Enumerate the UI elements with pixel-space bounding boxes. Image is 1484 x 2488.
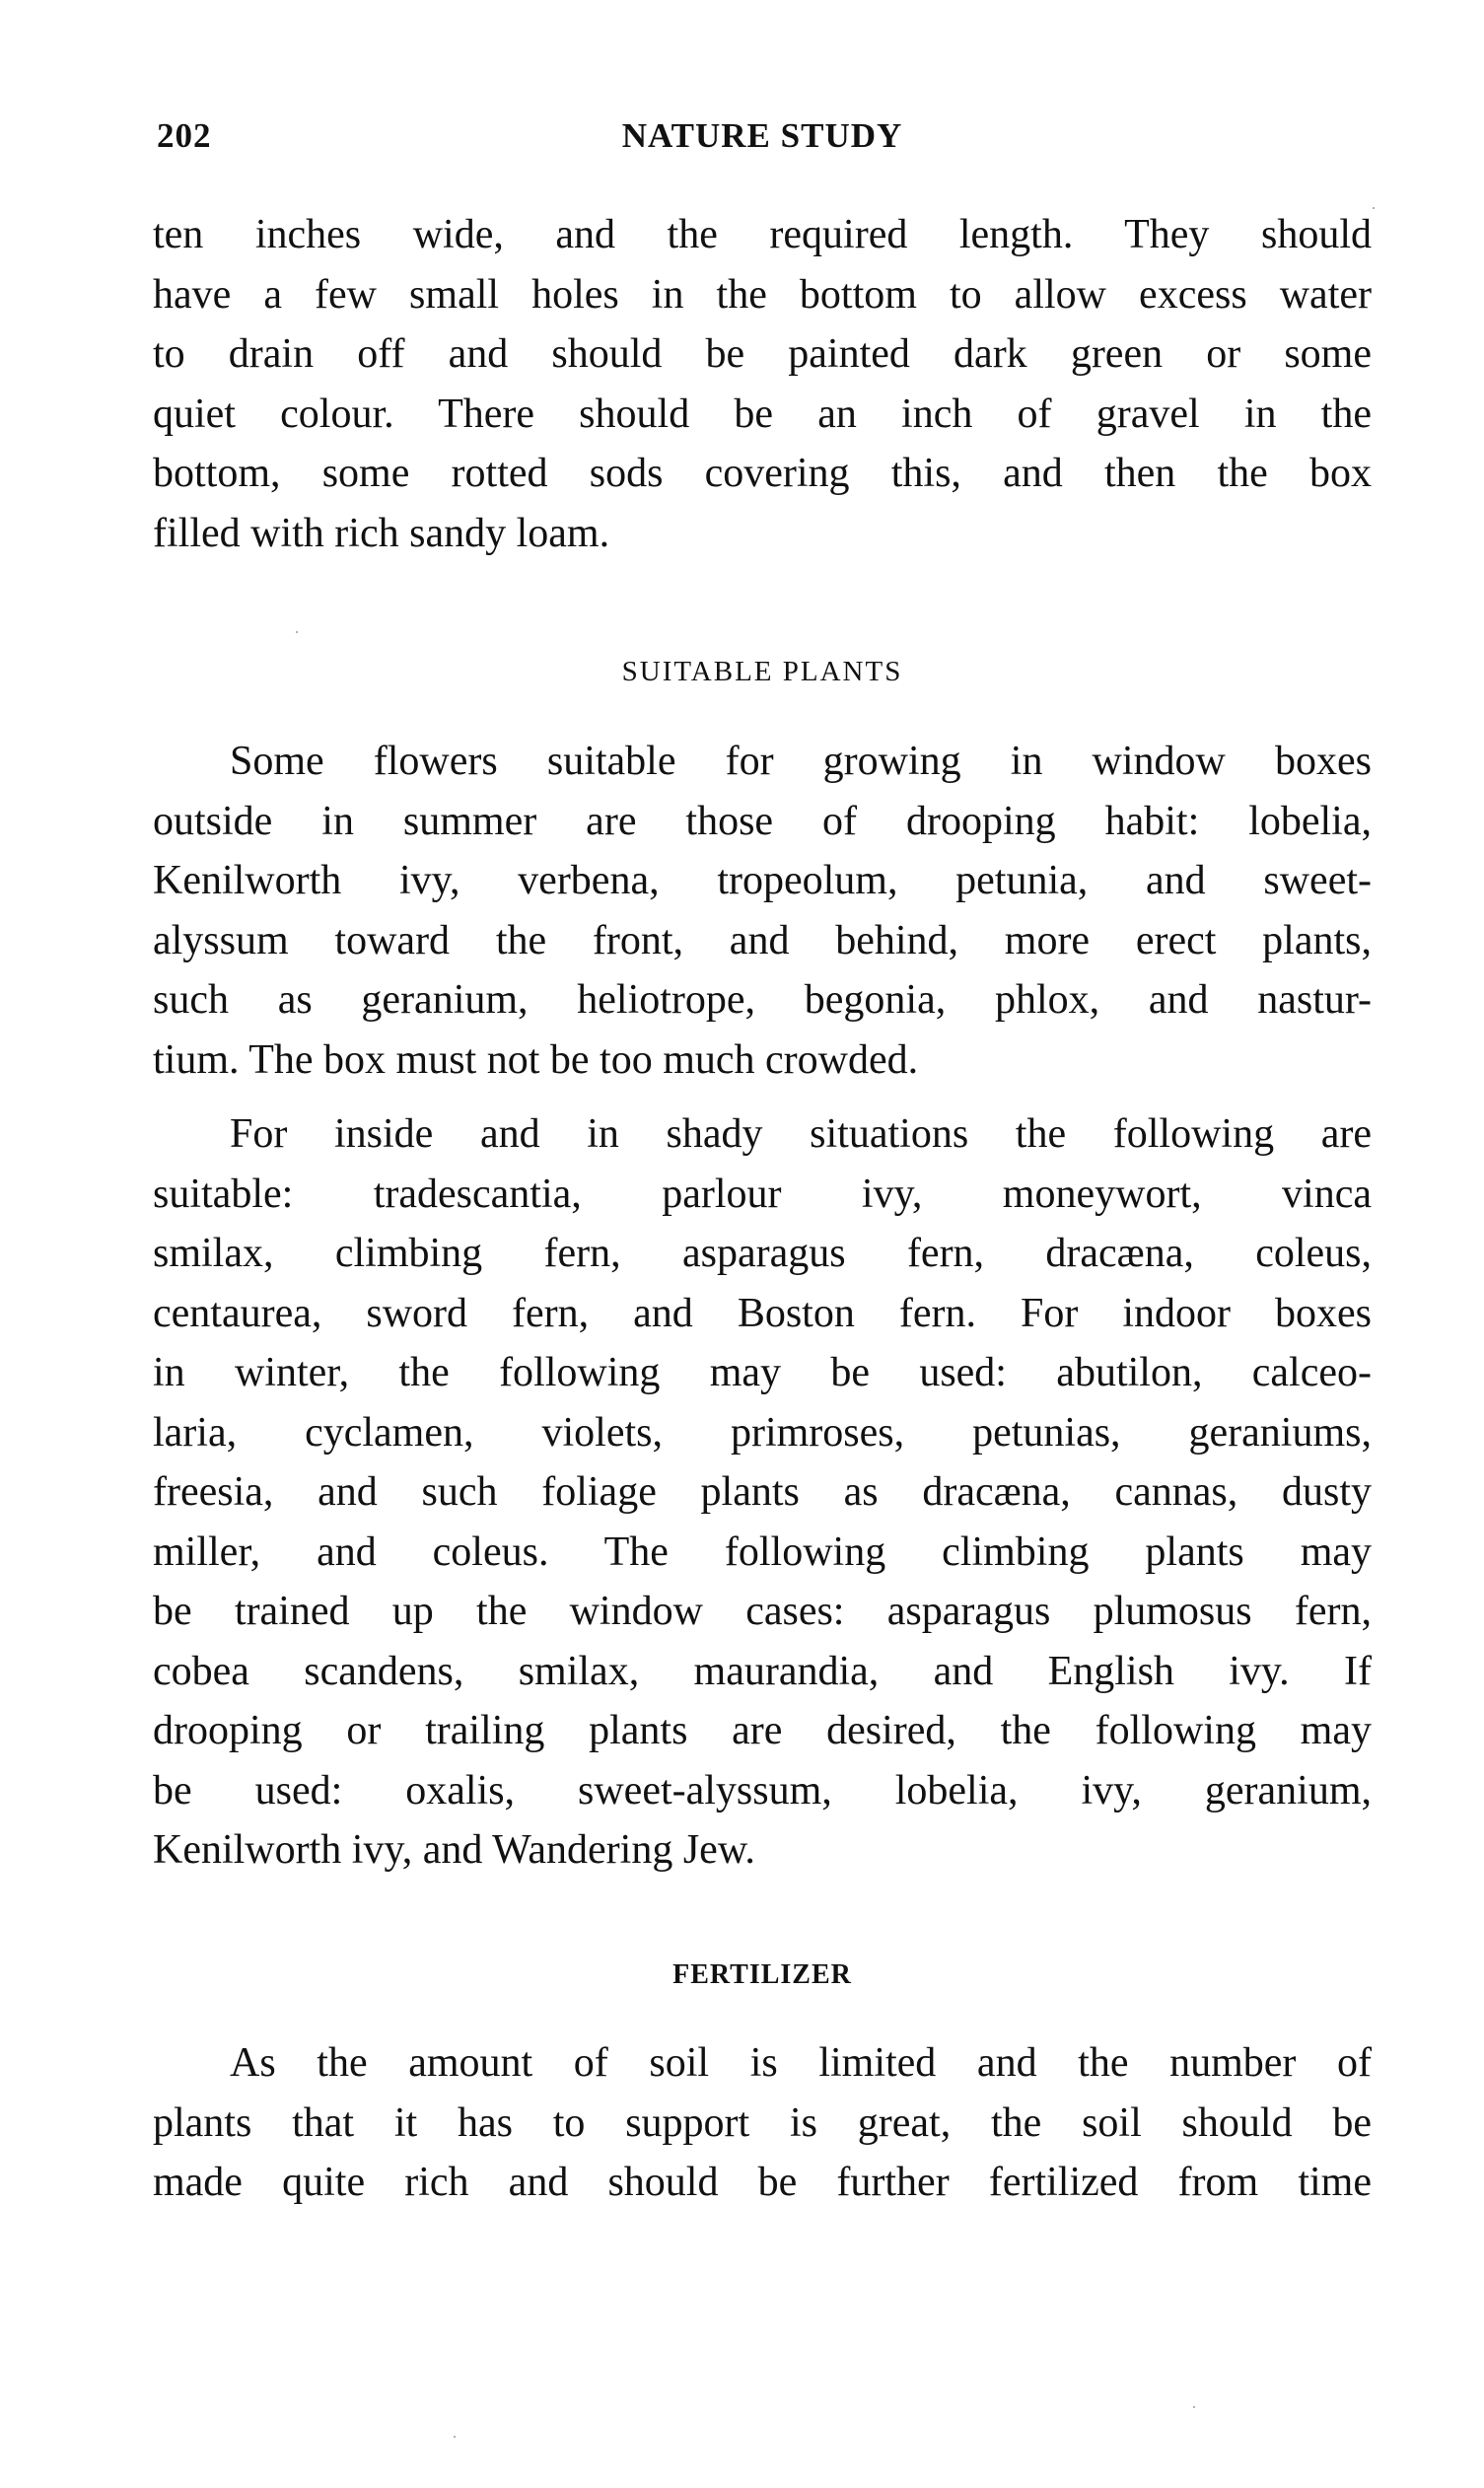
text-line: alyssum toward the front, and behind, more erect plants,: [153, 917, 1372, 963]
text-line: such as geranium, heliotrope, begonia, phlox, and nastur-: [153, 977, 1372, 1023]
scan-speck: [454, 2436, 456, 2438]
scan-speck: [1373, 207, 1375, 209]
text-line: to drain off and should be painted dark green or some: [153, 331, 1372, 377]
running-title: NATURE STUDY: [621, 116, 903, 155]
text-line: have a few small holes in the bottom to allow excess water: [153, 271, 1372, 318]
text-line: laria, cyclamen, violets, primroses, petunias, geraniums,: [153, 1409, 1372, 1456]
text-line: ten inches wide, and the required length. They should: [153, 212, 1372, 257]
scan-speck: [296, 631, 298, 633]
text-line: be trained up the window cases: asparagus plumosus fern,: [153, 1589, 1372, 1634]
paragraph-indoor-plants: [153, 1104, 1372, 1881]
paragraph-continuation: [153, 205, 1372, 563]
text-line: Some flowers suitable for growing in window boxes: [230, 739, 1372, 784]
text-line: Kenilworth ivy, verbena, tropeolum, petunia, and sweet-: [153, 858, 1372, 903]
text-line: plants that it has to support is great, the soil should be: [153, 2099, 1372, 2146]
text-line: be used: oxalis, sweet-alyssum, lobelia, ivy, geranium,: [153, 1767, 1372, 1813]
section-heading-fertilizer: FERTILIZER: [672, 1959, 852, 1990]
running-head: [153, 116, 1372, 166]
page-number: 202: [157, 116, 212, 155]
text-line: made quite rich and should be further fertilized from time: [153, 2160, 1372, 2205]
text-line: freesia, and such foliage plants as dracæna, cannas, dusty: [153, 1469, 1372, 1515]
text-line: For inside and in shady situations the following are: [230, 1111, 1372, 1157]
paragraph-fertilizer: [153, 2033, 1372, 2213]
paragraph-outdoor-plants: [153, 732, 1372, 1090]
text-line: drooping or trailing plants are desired, the following may: [153, 1708, 1372, 1753]
text-line: tium. The box must not be too much crowded.: [153, 1036, 919, 1083]
text-line: outside in summer are those of drooping habit: lobelia,: [153, 798, 1372, 844]
text-line: in winter, the following may be used: abutilon, calceo-: [153, 1350, 1372, 1395]
text-line: smilax, climbing fern, asparagus fern, dracæna, coleus,: [153, 1231, 1372, 1276]
text-line: cobea scandens, smilax, maurandia, and English ivy. If: [153, 1648, 1372, 1694]
section-heading-suitable-plants: SUITABLE PLANTS: [621, 656, 903, 687]
text-line: miller, and coleus. The following climbing plants may: [153, 1528, 1372, 1575]
text-line: Kenilworth ivy, and Wandering Jew.: [153, 1827, 755, 1873]
text-line: centaurea, sword fern, and Boston fern. For indoor boxes: [153, 1290, 1372, 1336]
text-line: filled with rich sandy loam.: [153, 510, 610, 556]
text-line: bottom, some rotted sods covering this, and then the box: [153, 451, 1372, 496]
text-line: quiet colour. There should be an inch of gravel in the: [153, 391, 1372, 437]
text-line: As the amount of soil is limited and the number of: [230, 2040, 1372, 2086]
scan-speck: [1193, 2406, 1195, 2408]
text-line: suitable: tradescantia, parlour ivy, moneywort, vinca: [153, 1171, 1372, 1217]
